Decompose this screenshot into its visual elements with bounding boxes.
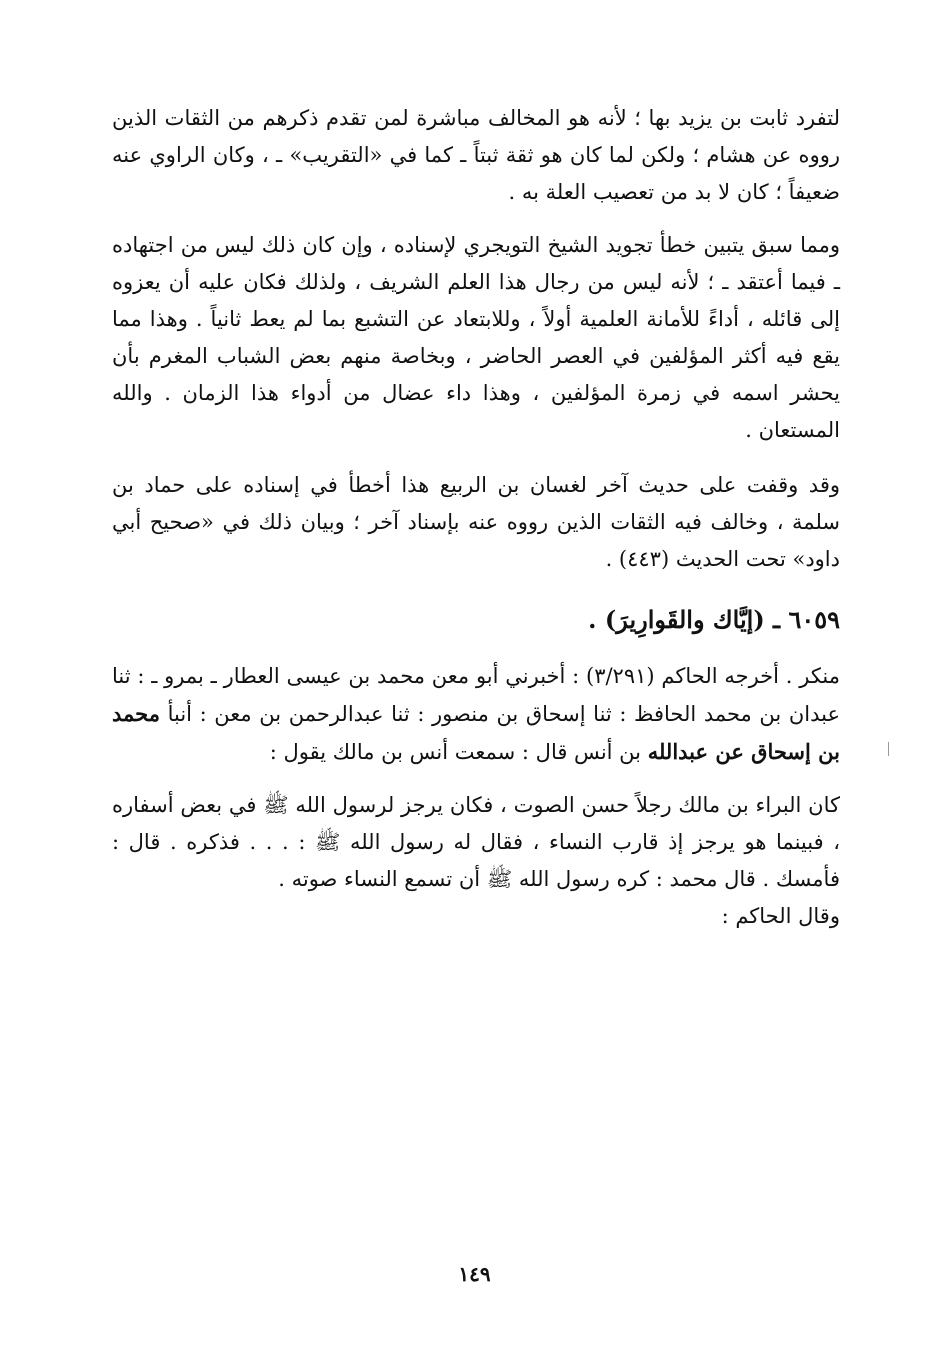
paragraph-3: وقد وقفت على حديث آخر لغسان بن الربيع هذا أخطأ في إسناده على حماد بن سلمة ، وخالف فيه الثقات الذين رووه عنه بإسناد آخر ؛ وبيان ذلك في «صحيح أبي داود» تحت الحديث (٤٤٣) . <box>112 473 840 571</box>
page-number: ١٤٩ <box>458 1262 491 1286</box>
margin-mark <box>888 742 889 756</box>
takhrij-end: بن أنس قال : سمعت أنس بن مالك يقول : <box>269 740 642 764</box>
paragraph-1: لتفرد ثابت بن يزيد بها ؛ لأنه هو المخالف مباشرة لمن تقدم ذكرهم من الثقات الذين رووه عن هشام ؛ ولكن لما كان هو ثقة ثبتاً ـ كما في «التقريب» ـ ، وكان الراوي عنه ضعيفاً ؛ كان لا بد من تعصيب العلة به . <box>112 106 840 204</box>
paragraph-4 <box>112 658 840 771</box>
page-body <box>112 100 840 935</box>
paragraph-6: وقال الحاكم : <box>721 904 840 928</box>
hadith-heading <box>112 600 840 640</box>
hadith-number: ٦٠٥٩ ـ <box>773 605 840 634</box>
hadith-title: (إيَّاك والقَوارِيرَ) . <box>588 605 765 634</box>
takhrij-bold-chain: محمد بن إسحاق عن عبدالله <box>112 701 840 764</box>
paragraph-2: ومما سبق يتبين خطأ تجويد الشيخ التويجري لإسناده ، وإن كان ذلك ليس من اجتهاده ـ فيما أعتقد ـ ؛ لأنه ليس من رجال هذا العلم الشريف ، ولذلك فكان عليه أن يعزوه إلى قائله ، أداءً للأمانة العلمية أولاً ، وللابتعاد عن التشبع بما لم يعط ثانياً . وهذا مما يقع فيه أكثر المؤلفين في العصر الحاضر ، وبخاصة منهم بعض الشباب المغرم بأن يحشر اسمه في زمرة المؤلفين ، وهذا داء عضال من أدواء هذا الزمان . والله المستعان . <box>112 233 840 442</box>
takhrij-start: منكر . أخرجه الحاكم (٣/٢٩١) : أخبرني أبو معن محمد بن عيسى العطار ـ بمرو ـ : ثنا عبدان بن محمد الحافظ : ثنا إسحاق بن منصور : ثنا عبدالرحمن بن معن : أنبأ <box>112 664 840 726</box>
paragraph-5: كان البراء بن مالك رجلاً حسن الصوت ، فكان يرجز لرسول الله ﷺ في بعض أسفاره ، فبينما هو يرجز إذ قارب النساء ، فقال له رسول الله ﷺ : . . . فذكره . قال : فأمسك . قال محمد : كره رسول الله ﷺ أن تسمع النساء صوته . <box>112 793 840 891</box>
